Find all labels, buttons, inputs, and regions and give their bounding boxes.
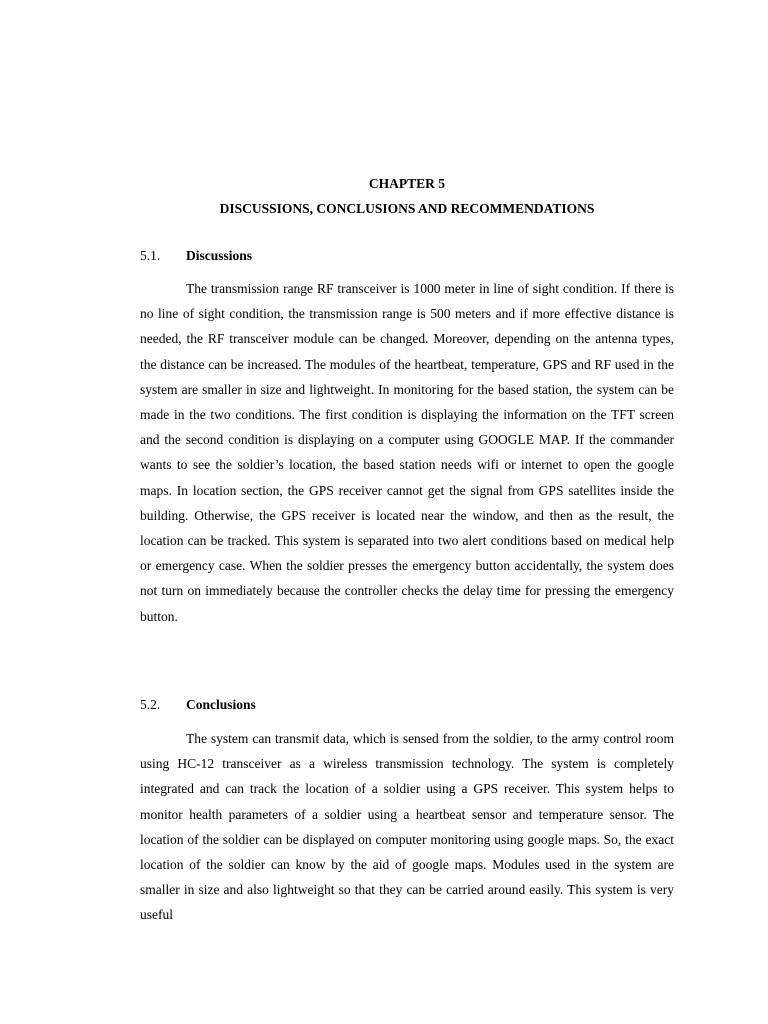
conclusions-paragraph: The system can transmit data, which is sensed from the soldier, to the army control room using HC-12 transceiver as a wireless transmission technology. The system is completely integrated and can track the location of a soldier using a GPS receiver. This system helps to monitor health parameters of a soldier using a heartbeat sensor and temperature sensor. The location of the soldier can be displayed on computer monitoring using google maps. So, the exact location of the soldier can know by the aid of google maps. Modules used in the system are smaller in size and also lightweight so that they can be carried around easily. This system is very useful xyxy=(140,731,674,923)
chapter-number: CHAPTER 5 xyxy=(368,176,446,191)
section-heading-discussions xyxy=(140,246,674,266)
section-number: 5.2. xyxy=(140,697,161,712)
section-title: Discussions xyxy=(186,248,253,263)
section-number: 5.1. xyxy=(140,248,161,263)
section-heading-conclusions xyxy=(140,695,674,715)
chapter-title: DISCUSSIONS, CONCLUSIONS AND RECOMMENDATIONS xyxy=(219,201,595,216)
discussions-paragraph: The transmission range RF transceiver is 1000 meter in line of sight condition. If there is no line of sight condition, the transmission range is 500 meters and if more effective distance is needed, the RF transceiver module can be changed. Moreover, depending on the antenna types, the distance can be increased. The modules of the heartbeat, temperature, GPS and RF used in the system are smaller in size and lightweight. In monitoring for the based station, the system can be made in the two conditions. The first condition is displaying the information on the TFT screen and the second condition is displaying on a computer using GOOGLE MAP. If the commander wants to see the soldier’s location, the based station needs wifi or internet to open the google maps. In location section, the GPS receiver cannot get the signal from GPS satellites inside the building. Otherwise, the GPS receiver is located near the window, and then as the result, the location can be tracked. This system is separated into two alert conditions based on medical help or emergency case. When the soldier presses the emergency button accidentally, the system does not turn on immediately because the controller checks the delay time for pressing the emergency button. xyxy=(140,281,674,624)
document-page xyxy=(140,0,674,1024)
section-title: Conclusions xyxy=(186,697,256,712)
